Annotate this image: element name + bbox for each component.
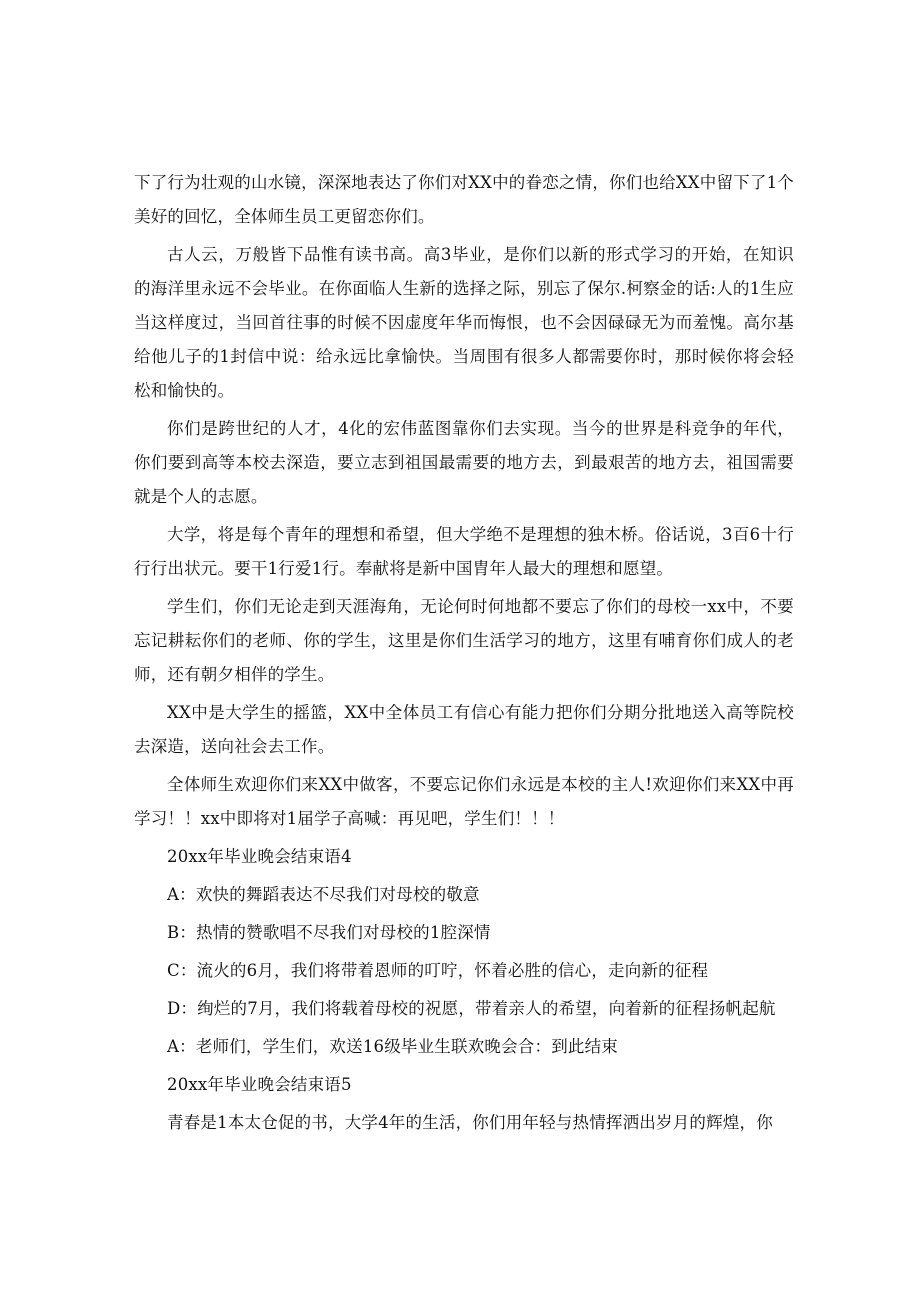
paragraph-university: 大学，将是每个青年的理想和希望，但大学绝不是理想的独木桥。俗话说，3百6十行行行出状元。要干1行爱1行。奉献将是新中国胄年人最大的理想和愿望。 — [134, 525, 794, 578]
paragraph-welcome: 全体师生欢迎你们来XX中做客，不要忘记你们永远是本校的主人!欢迎你们来XX中再学习！！xx中即将对1届学子高喊：再见吧，学生们！！！ — [134, 775, 794, 828]
dialogue-line-b: B：热情的赞歌唱不尽我们对母校的1腔深情 — [167, 923, 491, 942]
paragraph-continued: 下了行为壮观的山水镜，深深地表达了你们对XX中的眷恋之情，你们也给XX中留下了1个美好的回忆，全体师生员工更留恋你们。 — [134, 173, 794, 226]
dialogue-line-d: D：绚烂的7月，我们将载着母校的祝愿，带着亲人的希望，向着新的征程扬帆起航 — [167, 999, 776, 1018]
section-heading-4: 20xx年毕业晚会结束语4 — [167, 847, 352, 866]
dialogue-line-a2: A：老师们，学生们，欢送16级毕业生联欢晚会合：到此结束 — [167, 1037, 619, 1056]
paragraph-alma-mater: 学生们，你们无论走到天涯海角，无论何时何地都不要忘了你们的母校一xx中，不要忘记耕耘你们的老师、你的学生，这里是你们生活学习的地方，这里有哺育你们成人的老师，还有朝夕相伴的学生。 — [134, 597, 794, 684]
paragraph-talents: 你们是跨世纪的人才，4化的宏伟蓝图靠你们去实现。当今的世界是科竞争的年代，你们要到高等本校去深造，要立志到祖国最需要的地方去，到最艰苦的地方去，祖国需要就是个人的志愿。 — [134, 419, 794, 506]
paragraph-cradle: XX中是大学生的摇篮，XX中全体员工有信心有能力把你们分期分批地送入高等院校去深造，送向社会去工作。 — [134, 703, 794, 756]
document-body — [134, 166, 794, 1144]
dialogue-line-c: C：流火的6月，我们将带着恩师的叮咛，怀着必胜的信心，走向新的征程 — [167, 961, 709, 980]
paragraph-reading-quote: 古人云，万般皆下品惟有读书高。高3毕业，是你们以新的形式学习的开始，在知识的海洋里永远不会毕业。在你面临人生新的选择之际，别忘了保尔.柯察金的话:人的1生应当这样度过，当回首往事的时候不因虚度年华而悔恨，也不会因碌碌无为而羞愧。高尔基给他儿子的1封信中说：给永远比拿愉快。当周围有很多人都需要你时，那时候你将会轻松和愉快的。 — [134, 245, 794, 400]
section-heading-5: 20xx年毕业晚会结束语5 — [167, 1075, 352, 1094]
dialogue-line-a1: A：欢快的舞蹈表达不尽我们对母校的敬意 — [167, 885, 480, 904]
paragraph-youth: 青春是1本太仓促的书，大学4年的生活，你们用年轻与热情挥洒出岁月的辉煌，你 — [167, 1113, 773, 1132]
